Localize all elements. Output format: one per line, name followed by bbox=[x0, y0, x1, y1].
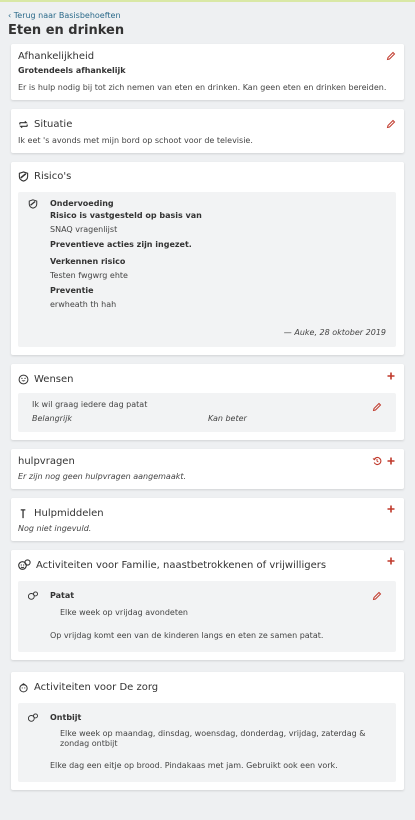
shield-icon bbox=[18, 171, 29, 182]
wens-tag-belangrijk: Belangrijk bbox=[32, 414, 73, 423]
afhankelijkheid-level: Grotendeels afhankelijk bbox=[18, 66, 126, 75]
zorg-item-title: Ontbijt bbox=[50, 713, 82, 722]
familie-activity-item bbox=[18, 581, 396, 652]
afhankelijkheid-card bbox=[11, 44, 404, 100]
risico-signature: — Auke, 28 oktober 2019 bbox=[283, 328, 386, 337]
situatie-text: Ik eet 's avonds met mijn bord op schoot voor de televisie. bbox=[18, 136, 253, 145]
add-plus-icon[interactable] bbox=[386, 456, 396, 466]
familie-item-schedule: Elke week op vrijdag avondeten bbox=[60, 608, 188, 617]
family-icon bbox=[28, 591, 38, 601]
zorg-card bbox=[11, 672, 404, 790]
risicos-header bbox=[18, 168, 396, 184]
nurse-icon bbox=[18, 682, 29, 693]
family-icon bbox=[28, 713, 38, 723]
familie-header bbox=[18, 557, 396, 573]
hulpvragen-card bbox=[11, 449, 404, 489]
zorg-item-schedule: Elke week op maandag, dinsdag, woensdag, donderdag, vrijdag, zaterdag & zondag ontbijt bbox=[60, 729, 366, 748]
edit-pencil-icon[interactable] bbox=[386, 51, 396, 61]
hulpvragen-empty: Er zijn nog geen hulpvragen aangemaakt. bbox=[18, 472, 187, 481]
familie-card bbox=[11, 550, 404, 660]
history-icon[interactable] bbox=[372, 456, 382, 466]
familie-item-title: Patat bbox=[50, 591, 75, 600]
wens-item-text: Ik wil graag iedere dag patat bbox=[32, 400, 148, 409]
familie-item-description: Op vrijdag komt een van de kinderen langs en eten ze samen patat. bbox=[50, 631, 324, 640]
add-plus-icon[interactable] bbox=[386, 504, 396, 514]
wens-tag-kan-beter: Kan beter bbox=[208, 414, 247, 423]
risicos-card bbox=[11, 162, 404, 355]
situatie-header bbox=[18, 116, 396, 132]
risico-preventie-label: Preventie bbox=[50, 286, 94, 295]
risico-item bbox=[18, 192, 396, 347]
situatie-card bbox=[11, 109, 404, 153]
add-plus-icon[interactable] bbox=[386, 371, 396, 381]
zorg-title: Activiteiten voor De zorg bbox=[34, 681, 159, 693]
hulpmiddelen-header bbox=[18, 505, 396, 521]
back-link[interactable]: ‹ Terug naar Basisbehoeften bbox=[8, 11, 121, 20]
edit-pencil-icon[interactable] bbox=[386, 119, 396, 129]
edit-pencil-icon[interactable] bbox=[372, 591, 382, 601]
hulpmiddelen-empty: Nog niet ingevuld. bbox=[18, 524, 92, 533]
wensen-card bbox=[11, 364, 404, 440]
risico-item-title: Ondervoeding bbox=[50, 199, 114, 208]
hulpvragen-header bbox=[18, 453, 396, 469]
zorg-header bbox=[18, 679, 396, 695]
smiley-face-icon bbox=[18, 374, 29, 385]
risico-basis-value: SNAQ vragenlijst bbox=[50, 225, 118, 234]
hulpmiddelen-card bbox=[11, 498, 404, 541]
risico-verkennen-label: Verkennen risico bbox=[50, 257, 126, 266]
afhankelijkheid-header bbox=[18, 48, 396, 64]
zorg-activity-item bbox=[18, 703, 396, 782]
edit-pencil-icon[interactable] bbox=[372, 402, 382, 412]
zorg-item-description: Elke dag een eitje op brood. Pindakaas met jam. Gebruikt ook een vork. bbox=[50, 761, 338, 770]
risico-basis-label: Risico is vastgesteld op basis van bbox=[50, 211, 202, 220]
wensen-title: Wensen bbox=[34, 373, 74, 385]
top-bar bbox=[0, 2, 415, 44]
risicos-title: Risico's bbox=[34, 170, 72, 182]
hulpvragen-title: hulpvragen bbox=[18, 455, 75, 467]
risico-verkennen-value: Testen fwgwrg ehte bbox=[50, 271, 128, 280]
afhankelijkheid-title: Afhankelijkheid bbox=[18, 50, 95, 62]
risico-preventive-label: Preventieve acties zijn ingezet. bbox=[50, 240, 192, 249]
situatie-title: Situatie bbox=[34, 118, 73, 130]
wens-item bbox=[18, 393, 396, 432]
shield-icon bbox=[28, 199, 38, 209]
risico-preventie-value: erwheath th hah bbox=[50, 300, 117, 309]
afhankelijkheid-description: Er is hulp nodig bij tot zich nemen van eten en drinken. Kan geen eten en drinken bereiden. bbox=[18, 83, 387, 92]
wensen-header bbox=[18, 371, 396, 387]
family-icon bbox=[18, 559, 31, 571]
cane-icon bbox=[18, 508, 29, 519]
add-plus-icon[interactable] bbox=[386, 556, 396, 566]
hulpmiddelen-title: Hulpmiddelen bbox=[34, 507, 104, 519]
exchange-arrows-icon bbox=[18, 119, 29, 130]
familie-title: Activiteiten voor Familie, naastbetrokkenen of vrijwilligers bbox=[36, 559, 327, 571]
page-title: Eten en drinken bbox=[8, 23, 125, 38]
